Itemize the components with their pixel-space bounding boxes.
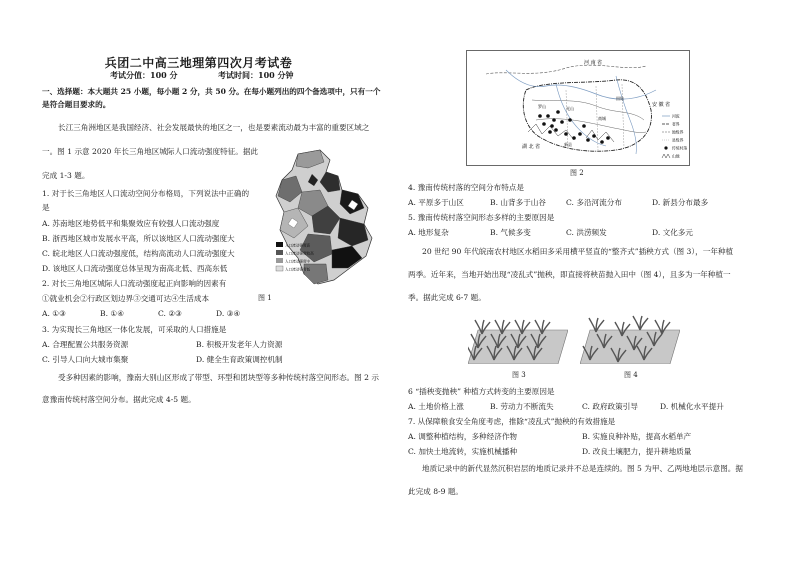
q3-option-a: A. 合理配置公共服务资源 bbox=[42, 340, 129, 349]
q5-stem: 5. 豫南传统村落空间形态多样的主要原因是 bbox=[408, 213, 555, 222]
q1-stem: 1. 对于长三角地区人口流动空间分布格局，下列说法中正确的 bbox=[42, 189, 250, 198]
intro3-line-2: 两季。近年来，当地开始出现“凌乱式”抛秧，即直接将秧苗抛入田中（图 4），且多为一年种植一 bbox=[408, 270, 731, 279]
intro-line-2: 一。图 1 示意 2020 年长三角地区城际人口流动强度特征。据此 bbox=[42, 147, 259, 156]
place-xinxian: 新县 bbox=[564, 142, 572, 147]
intro-line-3: 完成 1-3 题。 bbox=[42, 171, 90, 180]
q1-stem-2: 是 bbox=[42, 203, 50, 212]
fig3-orderly-transplanting bbox=[468, 306, 568, 364]
q4-option-b: B. 山背多于山谷 bbox=[490, 198, 546, 207]
province-label-hubei: 湖 北 省 bbox=[522, 144, 541, 150]
legend-swatch-mid-high bbox=[276, 250, 283, 255]
intro-line-1: 长江三角洲地区是我国经济、社会发展最快的地区之一，也是要素流动最为丰富的重要区域之 bbox=[58, 123, 370, 132]
q1-option-d: D. 该地区人口流动强度总体呈现为南高北低、西高东低 bbox=[42, 264, 228, 273]
q5-option-b: B. 气候多变 bbox=[490, 228, 531, 237]
legend-label-mid: 人口流动强度中 bbox=[285, 259, 311, 264]
legend-county-boundary: 县级界 bbox=[672, 137, 684, 143]
legend-mountain: 山地 bbox=[672, 153, 680, 159]
q5-option-a: A. 地形复杂 bbox=[408, 228, 449, 237]
fig4-random-throwing bbox=[580, 306, 680, 364]
q7-stem: 7. 从保障粮食安全角度考虑，推除“凌乱式”抛秧的有效措施是 bbox=[408, 417, 616, 426]
legend-swatch-high bbox=[276, 242, 283, 247]
q5-option-d: D. 文化多元 bbox=[652, 228, 694, 237]
province-label-anhui: 安 徽 省 bbox=[652, 102, 671, 108]
legend-label-mid-high: 人口流动强度较高 bbox=[285, 251, 314, 256]
legend-province-boundary: 省界 bbox=[672, 121, 680, 127]
legend-prefecture-boundary: 地级界 bbox=[672, 129, 684, 135]
legend-label-high: 人口流动强度高 bbox=[285, 243, 311, 248]
fig4-label: 图 4 bbox=[624, 371, 638, 379]
q4-stem: 4. 豫南传统村落的空间分布特点是 bbox=[408, 183, 524, 192]
q4-option-c: C. 多沿河流分布 bbox=[566, 198, 622, 207]
q7-option-a: A. 调整种植结构，多种经济作物 bbox=[408, 432, 518, 441]
q3-option-d: D. 健全生育政策调控机制 bbox=[196, 355, 283, 364]
q7-option-d: D. 改良土壤肥力，提升耕地质量 bbox=[582, 447, 692, 456]
legend-swatch-low bbox=[276, 266, 283, 271]
instructions-line-1: 一、选择题：本大题共 25 小题，每小题 2 分，共 50 分。在每小题列出的四个备选项中，只有一个 bbox=[42, 87, 381, 96]
q2-choice-b: B. ①④ bbox=[100, 309, 125, 318]
score-label: 考试分值：100 分 bbox=[110, 70, 178, 80]
q6-option-a: A. 土地价格上涨 bbox=[408, 402, 464, 411]
place-shangcheng: 商城 bbox=[598, 116, 606, 121]
q6-option-c: C. 政府政策引导 bbox=[582, 402, 638, 411]
q7-option-b: B. 实施良种补贴，提高水稻单产 bbox=[582, 432, 692, 441]
fig2-label: 图 2 bbox=[570, 169, 584, 177]
instructions-line-2: 是符合题目要求的。 bbox=[42, 100, 111, 109]
fig1-yangtze-delta-map bbox=[268, 146, 388, 288]
place-guangshan: 光山 bbox=[566, 106, 574, 111]
q2-options: ①就业机会②行政区划边界③交通可达④生活成本 bbox=[42, 294, 210, 303]
q3-option-b: B. 积极开发老年人力资源 bbox=[196, 340, 283, 349]
intro3-line-1: 20 世纪 90 年代皖南农村地区水稻田多采用横平竖直的“整齐式”插秧方式（图 3），一年种植 bbox=[422, 247, 734, 256]
intro2-line-2: 意豫南传统村落空间分布。据此完成 4-5 题。 bbox=[42, 395, 196, 404]
q2-choice-a: A. ①③ bbox=[42, 309, 66, 318]
q2-choice-d: D. ③④ bbox=[216, 309, 241, 318]
place-luoshan: 罗山 bbox=[538, 104, 546, 109]
fig3-label: 图 3 bbox=[512, 371, 526, 379]
q1-option-b: B. 浙西地区城市发展水平高，所以该地区人口流动强度大 bbox=[42, 234, 235, 243]
place-gushi: 固始 bbox=[616, 96, 624, 101]
q4-option-a: A. 平原多于山区 bbox=[408, 198, 464, 207]
q4-option-d: D. 新县分布最多 bbox=[652, 198, 709, 207]
q2-choice-c: C. ②③ bbox=[158, 309, 182, 318]
legend-river: 河流 bbox=[672, 113, 680, 119]
q6-option-b: B. 劳动力不断流失 bbox=[490, 402, 554, 411]
legend-label-low: 人口流动强度低 bbox=[285, 267, 311, 272]
intro4-line-2: 此完成 8-9 题。 bbox=[408, 487, 464, 496]
q6-option-d: D. 机械化水平提升 bbox=[660, 402, 724, 411]
intro2-line-1: 受多种因素的影响，豫南大别山区形成了带型、环型和团块型等多种传统村落空间形态。图 2 示 bbox=[58, 373, 379, 382]
q7-option-c: C. 加快土地流转，实施机械播种 bbox=[408, 447, 518, 456]
legend-village: 传统村落 bbox=[672, 145, 688, 151]
q3-option-c: C. 引导人口向大城市集聚 bbox=[42, 355, 129, 364]
q1-option-c: C. 皖北地区人口流动强度低，结构高流动人口流动强度大 bbox=[42, 249, 235, 258]
q3-stem: 3. 为实现长三角地区一体化发展，可采取的人口措施是 bbox=[42, 325, 227, 334]
q1-option-a: A. 苏南地区地势低平和集聚效应有较强人口流动强度 bbox=[42, 219, 220, 228]
province-label-henan: 河 南 省 bbox=[584, 60, 603, 66]
fig1-label: 图 1 bbox=[258, 294, 272, 302]
page-title: 兵团二中高三地理第四次月考试卷 bbox=[104, 56, 293, 70]
q6-stem: 6 “插秧变抛秧” 种植方式转变的主要原因是 bbox=[408, 387, 555, 396]
fig2-village-map bbox=[466, 50, 690, 166]
time-label: 考试时间：100 分钟 bbox=[218, 70, 294, 80]
intro3-line-3: 季。据此完成 6-7 题。 bbox=[408, 293, 486, 302]
intro4-line-1: 地质记录中的新代显然沉积岩层的地质记录并不总是连续的。图 5 为甲、乙两地地层示意图。据 bbox=[422, 464, 743, 473]
q5-option-c: C. 洪涝频发 bbox=[566, 228, 607, 237]
legend-swatch-mid bbox=[276, 258, 283, 263]
q2-stem: 2. 对长三角地区城际人口流动强度起正向影响的因素有 bbox=[42, 279, 227, 288]
